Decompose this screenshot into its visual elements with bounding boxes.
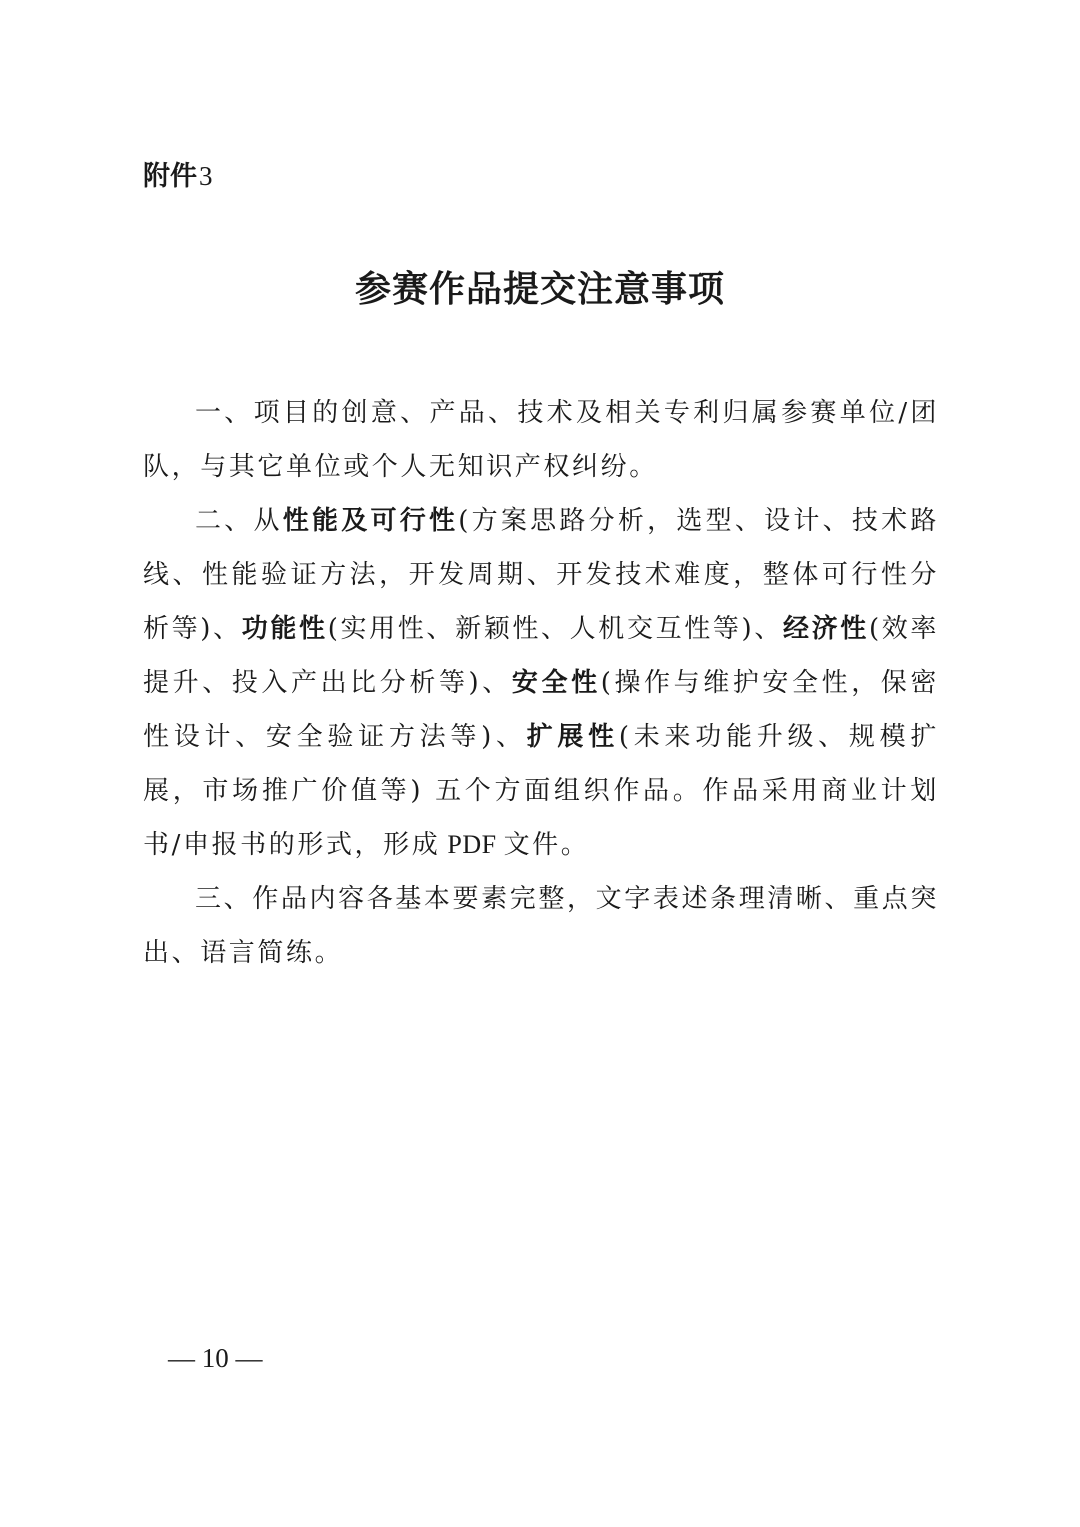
document-title: 参赛作品提交注意事项 xyxy=(354,268,725,310)
attachment-label xyxy=(143,158,213,195)
paragraph-2 xyxy=(143,494,939,872)
p2-detail-5: (未来功能升级、规模扩展，市场推广价值等) 五个方面组织作品。作品采用商业计划书/申报书的形式，形成 xyxy=(143,722,939,860)
p2-detail-3: (效率提升、投入产出比分析等)、 xyxy=(143,614,939,698)
page-number: — 10 — xyxy=(168,1343,263,1373)
p2-format: PDF xyxy=(440,830,504,859)
attachment-word: 附件 xyxy=(143,161,197,192)
p2-tail: 文件。 xyxy=(503,830,590,860)
keyword-performance-feasibility: 性能及可行性 xyxy=(282,506,459,536)
p2-detail-2: (实用性、新颖性、人机交互性等)、 xyxy=(327,614,783,644)
attachment-number: 3 xyxy=(199,161,213,191)
p2-detail-1: (方案思路分析，选型、设计、技术路线、性能验证方法，开发周期、开发技术难度，整体可行性分析等)、 xyxy=(143,506,939,644)
keyword-extensibility: 扩展性 xyxy=(526,722,619,752)
document-body xyxy=(143,386,939,980)
p2-lead: 二、从 xyxy=(195,506,283,536)
keyword-economy: 经济性 xyxy=(782,614,869,644)
paragraph-1: 一、项目的创意、产品、技术及相关专利归属参赛单位/团队，与其它单位或个人无知识产权纠纷。 xyxy=(143,398,939,482)
p2-detail-4: (操作与维护安全性，保密性设计、安全验证方法等)、 xyxy=(143,668,940,752)
keyword-security: 安全性 xyxy=(511,668,601,698)
paragraph-3: 三、作品内容各基本要素完整，文字表述条理清晰、重点突出、语言简练。 xyxy=(143,884,939,968)
keyword-functionality: 功能性 xyxy=(241,614,328,644)
